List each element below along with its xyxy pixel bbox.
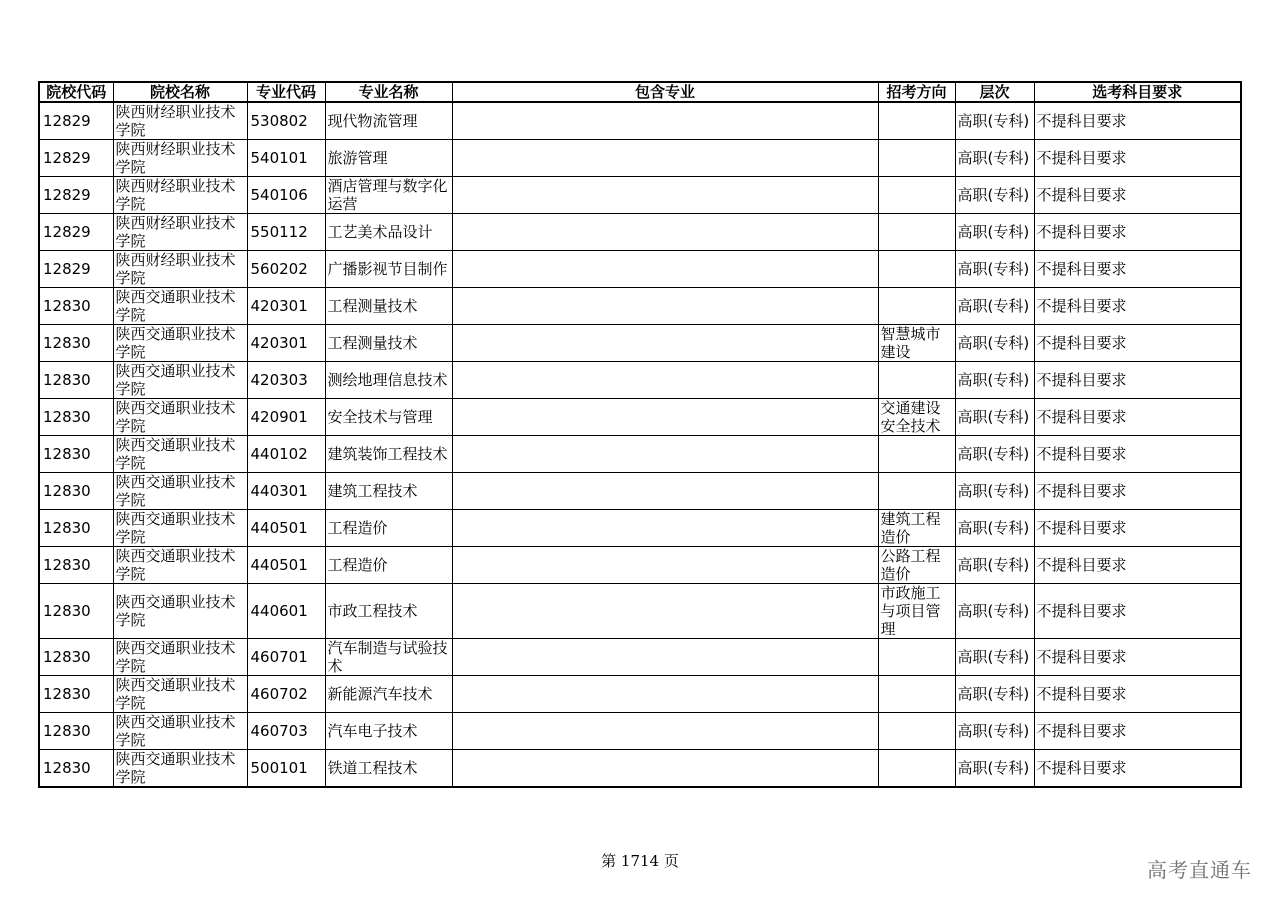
school-code-cell: 12830 xyxy=(39,325,113,362)
direction-cell xyxy=(878,473,955,510)
school-name-cell: 陕西交通职业技术学院 xyxy=(113,510,247,547)
school-code-cell: 12830 xyxy=(39,436,113,473)
major-name-cell: 工程测量技术 xyxy=(325,325,452,362)
table-row xyxy=(39,251,1241,288)
school-name-cell: 陕西交通职业技术学院 xyxy=(113,399,247,436)
school-code-cell: 12830 xyxy=(39,399,113,436)
table-row xyxy=(39,140,1241,177)
included-majors-cell xyxy=(452,436,878,473)
direction-cell: 市政施工与项目管理 xyxy=(878,584,955,639)
major-name-cell: 广播影视节目制作 xyxy=(325,251,452,288)
school-code-cell: 12830 xyxy=(39,713,113,750)
level-cell: 高职(专科) xyxy=(955,676,1034,713)
major-code-cell: 540101 xyxy=(247,140,325,177)
subject-requirement-cell: 不提科目要求 xyxy=(1034,214,1241,251)
table-row xyxy=(39,547,1241,584)
major-name-cell: 酒店管理与数字化运营 xyxy=(325,177,452,214)
direction-cell: 交通建设安全技术 xyxy=(878,399,955,436)
direction-cell xyxy=(878,362,955,399)
major-name-cell: 汽车电子技术 xyxy=(325,713,452,750)
direction-cell xyxy=(878,676,955,713)
subject-requirement-cell: 不提科目要求 xyxy=(1034,473,1241,510)
included-majors-cell xyxy=(452,547,878,584)
major-name-cell: 测绘地理信息技术 xyxy=(325,362,452,399)
school-name-cell: 陕西交通职业技术学院 xyxy=(113,473,247,510)
subject-requirement-cell: 不提科目要求 xyxy=(1034,177,1241,214)
school-name-cell: 陕西交通职业技术学院 xyxy=(113,584,247,639)
major-code-cell: 440301 xyxy=(247,473,325,510)
level-cell: 高职(专科) xyxy=(955,436,1034,473)
major-code-cell: 460702 xyxy=(247,676,325,713)
major-code-cell: 560202 xyxy=(247,251,325,288)
subject-requirement-cell: 不提科目要求 xyxy=(1034,140,1241,177)
direction-cell xyxy=(878,713,955,750)
major-code-cell: 420301 xyxy=(247,288,325,325)
level-cell: 高职(专科) xyxy=(955,639,1034,676)
subject-requirement-cell: 不提科目要求 xyxy=(1034,362,1241,399)
included-majors-cell xyxy=(452,251,878,288)
level-cell: 高职(专科) xyxy=(955,140,1034,177)
level-cell: 高职(专科) xyxy=(955,288,1034,325)
school-name-cell: 陕西财经职业技术学院 xyxy=(113,102,247,140)
level-cell: 高职(专科) xyxy=(955,102,1034,140)
major-name-cell: 市政工程技术 xyxy=(325,584,452,639)
header-subject-requirement: 选考科目要求 xyxy=(1034,82,1241,102)
major-code-cell: 550112 xyxy=(247,214,325,251)
level-cell: 高职(专科) xyxy=(955,177,1034,214)
subject-requirement-cell: 不提科目要求 xyxy=(1034,639,1241,676)
included-majors-cell xyxy=(452,214,878,251)
table-row xyxy=(39,362,1241,399)
subject-requirement-cell: 不提科目要求 xyxy=(1034,750,1241,788)
direction-cell: 智慧城市建设 xyxy=(878,325,955,362)
school-code-cell: 12829 xyxy=(39,177,113,214)
major-code-cell: 500101 xyxy=(247,750,325,788)
school-name-cell: 陕西财经职业技术学院 xyxy=(113,177,247,214)
table-row xyxy=(39,288,1241,325)
school-code-cell: 12830 xyxy=(39,362,113,399)
major-name-cell: 工程造价 xyxy=(325,510,452,547)
subject-requirement-cell: 不提科目要求 xyxy=(1034,713,1241,750)
school-code-cell: 12830 xyxy=(39,639,113,676)
level-cell: 高职(专科) xyxy=(955,362,1034,399)
subject-requirement-cell: 不提科目要求 xyxy=(1034,251,1241,288)
included-majors-cell xyxy=(452,473,878,510)
table-row xyxy=(39,177,1241,214)
major-name-cell: 旅游管理 xyxy=(325,140,452,177)
subject-requirement-cell: 不提科目要求 xyxy=(1034,584,1241,639)
major-code-cell: 440601 xyxy=(247,584,325,639)
school-code-cell: 12829 xyxy=(39,102,113,140)
page-number: 第 1714 页 xyxy=(601,852,679,870)
table-row xyxy=(39,750,1241,788)
major-name-cell: 建筑装饰工程技术 xyxy=(325,436,452,473)
direction-cell: 公路工程造价 xyxy=(878,547,955,584)
table-row xyxy=(39,214,1241,251)
included-majors-cell xyxy=(452,325,878,362)
major-code-cell: 540106 xyxy=(247,177,325,214)
school-name-cell: 陕西交通职业技术学院 xyxy=(113,288,247,325)
included-majors-cell xyxy=(452,177,878,214)
header-direction: 招考方向 xyxy=(878,82,955,102)
level-cell: 高职(专科) xyxy=(955,473,1034,510)
major-name-cell: 工艺美术品设计 xyxy=(325,214,452,251)
school-name-cell: 陕西交通职业技术学院 xyxy=(113,325,247,362)
school-name-cell: 陕西财经职业技术学院 xyxy=(113,140,247,177)
school-name-cell: 陕西财经职业技术学院 xyxy=(113,214,247,251)
direction-cell xyxy=(878,102,955,140)
major-name-cell: 工程造价 xyxy=(325,547,452,584)
major-name-cell: 汽车制造与试验技术 xyxy=(325,639,452,676)
subject-requirement-cell: 不提科目要求 xyxy=(1034,399,1241,436)
school-name-cell: 陕西交通职业技术学院 xyxy=(113,362,247,399)
subject-requirement-cell: 不提科目要求 xyxy=(1034,102,1241,140)
school-code-cell: 12829 xyxy=(39,140,113,177)
school-code-cell: 12829 xyxy=(39,214,113,251)
table-row xyxy=(39,436,1241,473)
direction-cell xyxy=(878,436,955,473)
included-majors-cell xyxy=(452,362,878,399)
school-name-cell: 陕西交通职业技术学院 xyxy=(113,547,247,584)
header-school-code: 院校代码 xyxy=(39,82,113,102)
enrollment-table xyxy=(38,81,1242,788)
major-name-cell: 安全技术与管理 xyxy=(325,399,452,436)
subject-requirement-cell: 不提科目要求 xyxy=(1034,547,1241,584)
direction-cell xyxy=(878,214,955,251)
direction-cell: 建筑工程造价 xyxy=(878,510,955,547)
table-row xyxy=(39,713,1241,750)
included-majors-cell xyxy=(452,639,878,676)
major-code-cell: 420303 xyxy=(247,362,325,399)
included-majors-cell xyxy=(452,288,878,325)
major-code-cell: 440102 xyxy=(247,436,325,473)
level-cell: 高职(专科) xyxy=(955,510,1034,547)
included-majors-cell xyxy=(452,102,878,140)
level-cell: 高职(专科) xyxy=(955,399,1034,436)
major-name-cell: 现代物流管理 xyxy=(325,102,452,140)
major-name-cell: 新能源汽车技术 xyxy=(325,676,452,713)
watermark: 高考直通车 xyxy=(1147,858,1252,882)
major-code-cell: 440501 xyxy=(247,547,325,584)
header-included-majors: 包含专业 xyxy=(452,82,878,102)
major-name-cell: 工程测量技术 xyxy=(325,288,452,325)
table-body xyxy=(39,102,1241,787)
major-code-cell: 420901 xyxy=(247,399,325,436)
school-name-cell: 陕西交通职业技术学院 xyxy=(113,676,247,713)
table-row xyxy=(39,639,1241,676)
direction-cell xyxy=(878,251,955,288)
included-majors-cell xyxy=(452,676,878,713)
direction-cell xyxy=(878,288,955,325)
school-code-cell: 12830 xyxy=(39,750,113,788)
table-row xyxy=(39,473,1241,510)
school-code-cell: 12829 xyxy=(39,251,113,288)
school-code-cell: 12830 xyxy=(39,473,113,510)
subject-requirement-cell: 不提科目要求 xyxy=(1034,510,1241,547)
level-cell: 高职(专科) xyxy=(955,713,1034,750)
school-name-cell: 陕西交通职业技术学院 xyxy=(113,713,247,750)
header-major-code: 专业代码 xyxy=(247,82,325,102)
major-code-cell: 440501 xyxy=(247,510,325,547)
major-code-cell: 460701 xyxy=(247,639,325,676)
direction-cell xyxy=(878,639,955,676)
direction-cell xyxy=(878,177,955,214)
level-cell: 高职(专科) xyxy=(955,584,1034,639)
major-code-cell: 460703 xyxy=(247,713,325,750)
school-code-cell: 12830 xyxy=(39,288,113,325)
level-cell: 高职(专科) xyxy=(955,547,1034,584)
subject-requirement-cell: 不提科目要求 xyxy=(1034,436,1241,473)
level-cell: 高职(专科) xyxy=(955,214,1034,251)
school-code-cell: 12830 xyxy=(39,676,113,713)
enrollment-table-container xyxy=(38,81,1242,788)
header-row xyxy=(39,82,1241,102)
included-majors-cell xyxy=(452,140,878,177)
included-majors-cell xyxy=(452,584,878,639)
header-school-name: 院校名称 xyxy=(113,82,247,102)
major-name-cell: 建筑工程技术 xyxy=(325,473,452,510)
table-row xyxy=(39,399,1241,436)
included-majors-cell xyxy=(452,713,878,750)
school-code-cell: 12830 xyxy=(39,584,113,639)
school-code-cell: 12830 xyxy=(39,510,113,547)
major-code-cell: 420301 xyxy=(247,325,325,362)
major-name-cell: 铁道工程技术 xyxy=(325,750,452,788)
header-level: 层次 xyxy=(955,82,1034,102)
included-majors-cell xyxy=(452,399,878,436)
table-row xyxy=(39,510,1241,547)
direction-cell xyxy=(878,140,955,177)
major-code-cell: 530802 xyxy=(247,102,325,140)
table-row xyxy=(39,584,1241,639)
subject-requirement-cell: 不提科目要求 xyxy=(1034,676,1241,713)
level-cell: 高职(专科) xyxy=(955,251,1034,288)
level-cell: 高职(专科) xyxy=(955,750,1034,788)
header-major-name: 专业名称 xyxy=(325,82,452,102)
school-name-cell: 陕西交通职业技术学院 xyxy=(113,436,247,473)
direction-cell xyxy=(878,750,955,788)
subject-requirement-cell: 不提科目要求 xyxy=(1034,325,1241,362)
table-row xyxy=(39,102,1241,140)
included-majors-cell xyxy=(452,510,878,547)
included-majors-cell xyxy=(452,750,878,788)
subject-requirement-cell: 不提科目要求 xyxy=(1034,288,1241,325)
school-code-cell: 12830 xyxy=(39,547,113,584)
school-name-cell: 陕西交通职业技术学院 xyxy=(113,750,247,788)
table-row xyxy=(39,325,1241,362)
level-cell: 高职(专科) xyxy=(955,325,1034,362)
school-name-cell: 陕西交通职业技术学院 xyxy=(113,639,247,676)
school-name-cell: 陕西财经职业技术学院 xyxy=(113,251,247,288)
table-row xyxy=(39,676,1241,713)
